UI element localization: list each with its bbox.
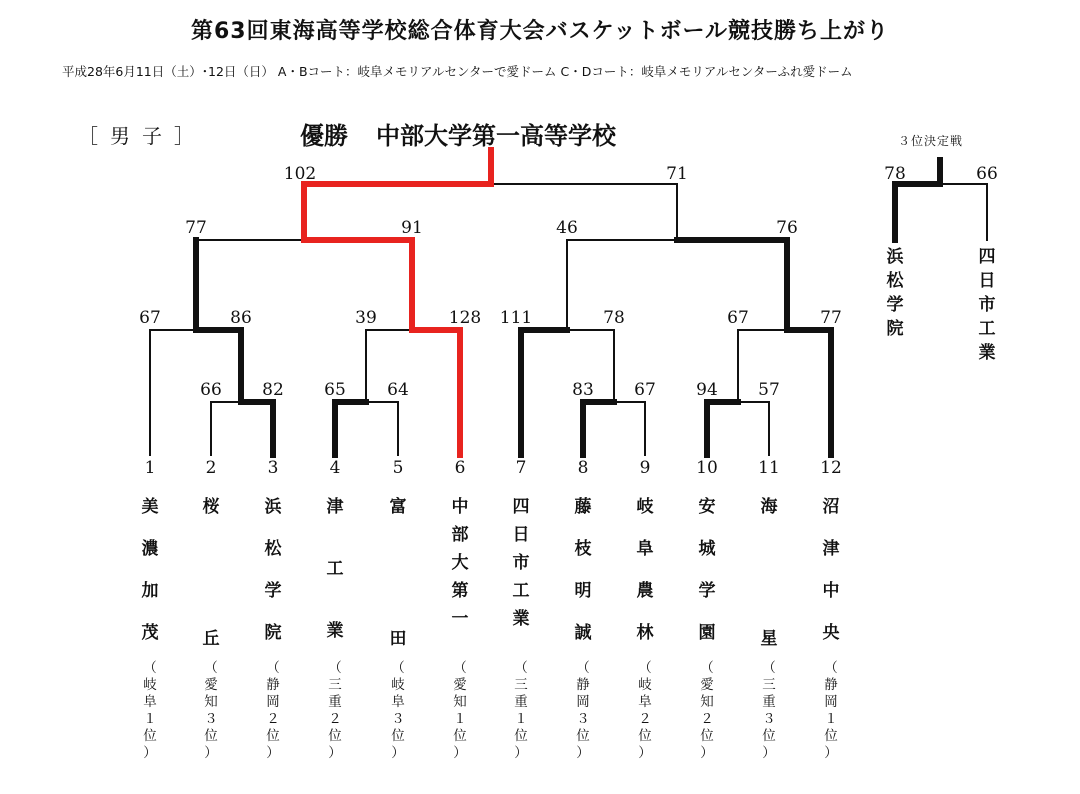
glyph: 院	[886, 319, 904, 339]
glyph: 岐	[636, 497, 654, 517]
glyph: 阜	[636, 539, 654, 559]
glyph: 田	[389, 629, 407, 649]
team-name	[563, 492, 603, 660]
seed-number: 7	[515, 458, 527, 478]
winner-path	[787, 330, 831, 455]
champion-team: 中部大学第一高等学校	[376, 122, 616, 150]
glyph: 大	[451, 553, 469, 573]
glyph: 茂	[141, 623, 159, 643]
glyph: ）	[514, 745, 528, 761]
team-prefecture	[509, 660, 533, 762]
match-score: 78	[603, 308, 625, 328]
glyph: 業	[512, 609, 530, 629]
match-score: 64	[387, 380, 409, 400]
glyph: 沼	[822, 497, 840, 517]
third-place-team	[967, 245, 1007, 365]
glyph: （	[576, 660, 590, 676]
glyph: 三	[762, 677, 776, 693]
bracket-line	[366, 402, 398, 455]
glyph: 海	[760, 497, 778, 517]
seed-number: 8	[577, 458, 589, 478]
match-score: 67	[727, 308, 749, 328]
match-score: 67	[139, 308, 161, 328]
glyph: 中	[451, 497, 469, 517]
glyph: （	[328, 660, 342, 676]
glyph: ３	[762, 711, 776, 727]
glyph: 星	[760, 629, 778, 649]
bracket-line	[738, 402, 769, 455]
bracket-line	[940, 184, 987, 240]
glyph: ）	[453, 745, 467, 761]
seed-number: 9	[639, 458, 651, 478]
glyph: 位	[514, 728, 528, 744]
match-score: 66	[976, 164, 998, 184]
winner-path	[583, 402, 614, 455]
team-prefecture	[199, 660, 223, 762]
match-score: 102	[283, 164, 317, 184]
glyph: 浜	[264, 497, 282, 517]
glyph: 位	[576, 728, 590, 744]
team-name	[253, 492, 293, 660]
glyph: 静	[576, 677, 590, 693]
match-score: 71	[666, 164, 688, 184]
winner-path	[241, 402, 273, 455]
glyph: 位	[328, 728, 342, 744]
glyph: 桜	[202, 497, 220, 517]
glyph: 位	[824, 728, 838, 744]
glyph: 城	[698, 539, 716, 559]
bracket-line	[150, 330, 196, 455]
glyph: 岡	[576, 694, 590, 710]
match-score: 77	[820, 308, 842, 328]
glyph: 美	[141, 497, 159, 517]
glyph: ２	[266, 711, 280, 727]
glyph: 知	[204, 694, 218, 710]
match-score: 86	[230, 308, 252, 328]
team-name	[378, 492, 418, 649]
winner-path	[707, 402, 738, 455]
team-prefecture	[261, 660, 285, 762]
match-score: 91	[401, 218, 423, 238]
glyph: 工	[978, 319, 996, 339]
seed-number: 12	[820, 458, 842, 478]
champion-label: 優勝	[300, 122, 348, 150]
glyph: ）	[143, 745, 157, 761]
team-name	[811, 492, 851, 660]
glyph: 位	[638, 728, 652, 744]
glyph: １	[453, 711, 467, 727]
glyph: 阜	[143, 694, 157, 710]
glyph: 岐	[391, 677, 405, 693]
glyph: （	[824, 660, 838, 676]
glyph: ）	[576, 745, 590, 761]
glyph: （	[266, 660, 280, 676]
glyph: 三	[514, 677, 528, 693]
team-name	[315, 492, 355, 658]
glyph: 工	[326, 559, 344, 579]
glyph: 富	[389, 497, 407, 517]
glyph: 第	[451, 581, 469, 601]
match-score: 82	[262, 380, 284, 400]
glyph: ）	[204, 745, 218, 761]
event-details: 平成28年6月11日（土）･12日（日） A・Bコート：岐阜メモリアルセンターで愛ドーム C・Dコート：岐阜メモリアルセンターふれ愛ドーム	[62, 64, 853, 79]
glyph: １	[143, 711, 157, 727]
seed-number: 6	[454, 458, 466, 478]
match-score: 77	[185, 218, 207, 238]
glyph: １	[514, 711, 528, 727]
glyph: 津	[326, 497, 344, 517]
match-score: 57	[758, 380, 780, 400]
winner-path	[521, 330, 567, 455]
glyph: 四	[512, 497, 530, 517]
glyph: 阜	[638, 694, 652, 710]
glyph: 三	[328, 677, 342, 693]
team-prefecture	[633, 660, 657, 762]
seed-number: 5	[392, 458, 404, 478]
glyph: 濃	[141, 539, 159, 559]
glyph: 静	[266, 677, 280, 693]
match-score: 83	[572, 380, 594, 400]
glyph: ３	[391, 711, 405, 727]
glyph: ３	[204, 711, 218, 727]
glyph: （	[453, 660, 467, 676]
glyph: ２	[638, 711, 652, 727]
third-place-title: ３位決定戦	[898, 134, 964, 148]
glyph: 藤	[574, 497, 592, 517]
glyph: 位	[762, 728, 776, 744]
glyph: 日	[512, 525, 530, 545]
team-name	[440, 492, 480, 632]
bracket-line	[491, 184, 677, 240]
glyph: （	[391, 660, 405, 676]
team-name	[130, 492, 170, 660]
seed-number: 10	[696, 458, 718, 478]
winner-path	[335, 402, 366, 455]
glyph: 位	[143, 728, 157, 744]
glyph: ２	[328, 711, 342, 727]
glyph: 業	[326, 621, 344, 641]
team-name	[191, 492, 231, 649]
glyph: 一	[451, 609, 469, 629]
glyph: 農	[636, 581, 654, 601]
glyph: 位	[204, 728, 218, 744]
match-score: 65	[324, 380, 346, 400]
glyph: １	[824, 711, 838, 727]
bracket-line	[614, 402, 645, 455]
glyph: （	[762, 660, 776, 676]
glyph: （	[700, 660, 714, 676]
glyph: 岡	[266, 694, 280, 710]
match-score: 76	[776, 218, 798, 238]
glyph: 松	[886, 271, 904, 291]
glyph: 院	[264, 623, 282, 643]
glyph: 市	[978, 295, 996, 315]
glyph: 学	[264, 581, 282, 601]
seed-number: 4	[329, 458, 341, 478]
glyph: ）	[638, 745, 652, 761]
team-name	[687, 492, 727, 660]
match-score: 78	[884, 164, 906, 184]
bracket-line	[211, 402, 241, 455]
glyph: 四	[978, 247, 996, 267]
match-score: 39	[355, 308, 377, 328]
glyph: 工	[512, 581, 530, 601]
glyph: 枝	[574, 539, 592, 559]
glyph: 業	[978, 343, 996, 363]
team-prefecture	[571, 660, 595, 762]
team-prefecture	[323, 660, 347, 762]
glyph: ）	[328, 745, 342, 761]
glyph: 位	[391, 728, 405, 744]
glyph: 浜	[886, 247, 904, 267]
glyph: 林	[636, 623, 654, 643]
glyph: 重	[762, 694, 776, 710]
glyph: 知	[453, 694, 467, 710]
glyph: 加	[141, 581, 159, 601]
team-prefecture	[757, 660, 781, 762]
glyph: 位	[266, 728, 280, 744]
seed-number: 2	[205, 458, 217, 478]
team-name	[625, 492, 665, 660]
glyph: 知	[700, 694, 714, 710]
glyph: 津	[822, 539, 840, 559]
team-name	[749, 492, 789, 649]
seed-number: 11	[758, 458, 780, 478]
seed-number: 1	[144, 458, 156, 478]
glyph: 安	[698, 497, 716, 517]
seed-number: 3	[267, 458, 279, 478]
glyph: 位	[700, 728, 714, 744]
glyph: 丘	[202, 629, 220, 649]
glyph: 中	[822, 581, 840, 601]
match-score: 128	[448, 308, 482, 328]
glyph: 岐	[143, 677, 157, 693]
glyph: 位	[453, 728, 467, 744]
team-prefecture	[819, 660, 843, 762]
team-name	[501, 492, 541, 632]
team-prefecture	[138, 660, 162, 762]
glyph: 明	[574, 581, 592, 601]
glyph: （	[204, 660, 218, 676]
glyph: 重	[328, 694, 342, 710]
glyph: 市	[512, 553, 530, 573]
match-score: 67	[634, 380, 656, 400]
glyph: ）	[824, 745, 838, 761]
third-place-team	[875, 245, 915, 341]
division-label: ［男子］	[78, 124, 206, 148]
glyph: （	[514, 660, 528, 676]
glyph: ）	[700, 745, 714, 761]
match-score: 111	[499, 308, 533, 328]
glyph: ３	[576, 711, 590, 727]
team-prefecture	[448, 660, 472, 762]
glyph: ２	[700, 711, 714, 727]
match-score: 46	[556, 218, 578, 238]
glyph: 学	[886, 295, 904, 315]
glyph: 愛	[204, 677, 218, 693]
glyph: 誠	[574, 623, 592, 643]
glyph: 愛	[453, 677, 467, 693]
page-title: 第63回東海高等学校総合体育大会バスケットボール競技勝ち上がり	[190, 19, 890, 44]
match-score: 66	[200, 380, 222, 400]
team-prefecture	[386, 660, 410, 762]
glyph: 岡	[824, 694, 838, 710]
glyph: ）	[266, 745, 280, 761]
glyph: ）	[391, 745, 405, 761]
team-prefecture	[695, 660, 719, 762]
glyph: 愛	[700, 677, 714, 693]
glyph: ）	[762, 745, 776, 761]
glyph: 央	[822, 623, 840, 643]
glyph: （	[143, 660, 157, 676]
glyph: （	[638, 660, 652, 676]
glyph: 松	[264, 539, 282, 559]
match-score: 94	[696, 380, 718, 400]
glyph: 園	[698, 623, 716, 643]
glyph: 重	[514, 694, 528, 710]
glyph: 日	[978, 271, 996, 291]
glyph: 阜	[391, 694, 405, 710]
glyph: 学	[698, 581, 716, 601]
glyph: 部	[451, 525, 469, 545]
glyph: 静	[824, 677, 838, 693]
glyph: 岐	[638, 677, 652, 693]
